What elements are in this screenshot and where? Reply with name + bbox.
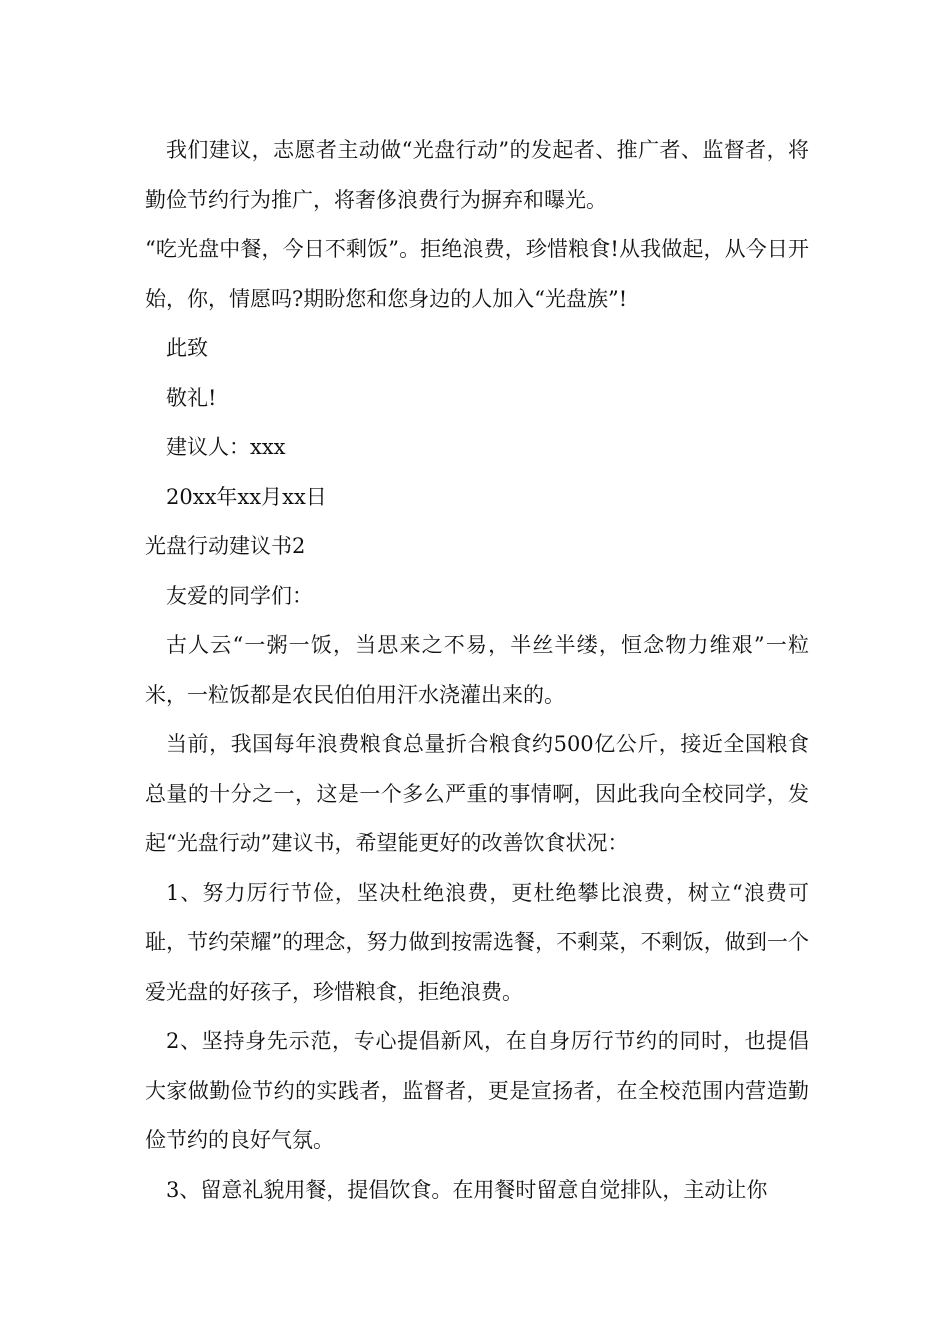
signature-proposer: 建议人：xxx — [166, 435, 286, 459]
document-body — [145, 126, 809, 1215]
greeting: 友爱的同学们： — [166, 583, 313, 608]
list-item-1: 1、努力厉行节俭，坚决杜绝浪费，更杜绝攀比浪费，树立“浪费可耻，节约荣耀”的理念，努力做到按需选餐，不剩菜，不剩饭，做到一个爱光盘的好孩子，珍惜粮食，拒绝浪费。 — [145, 880, 809, 1004]
paragraph-slogan: “吃光盘中餐，今日不剩饭”。拒绝浪费，珍惜粮食!从我做起，从今日开始，你，情愿吗?期盼您和您身边的人加入“光盘族”! — [145, 237, 809, 311]
paragraph-volunteer-proposal: 我们建议，志愿者主动做“光盘行动”的发起者、推广者、监督者，将勤俭节约行为推广，将奢侈浪费行为摒弃和曝光。 — [145, 138, 809, 212]
closing-regards: 敬礼! — [166, 385, 217, 410]
paragraph-ancient-saying: 古人云“一粥一饭，当思来之不易，半丝半缕，恒念物力维艰”一粒米，一粒饭都是农民伯伯用汗水浇灌出来的。 — [145, 633, 809, 707]
list-item-2: 2、坚持身先示范，专心提倡新风，在自身厉行节约的同时，也提倡大家做勤俭节约的实践者，监督者，更是宣扬者，在全校范围内营造勤俭节约的良好气氛。 — [145, 1029, 809, 1152]
list-item-3: 3、留意礼貌用餐，提倡饮食。在用餐时留意自觉排队，主动让你 — [166, 1177, 768, 1202]
signature-date: 20xx年xx月xx日 — [166, 484, 327, 509]
paragraph-food-waste-stats: 当前，我国每年浪费粮食总量折合粮食约500亿公斤，接近全国粮食总量的十分之一，这是一个多么严重的事情啊，因此我向全校同学，发起“光盘行动”建议书，希望能更好的改善饮食状况： — [145, 732, 809, 855]
closing-salutation: 此致 — [166, 336, 208, 360]
section-title: 光盘行动建议书2 — [145, 534, 306, 558]
